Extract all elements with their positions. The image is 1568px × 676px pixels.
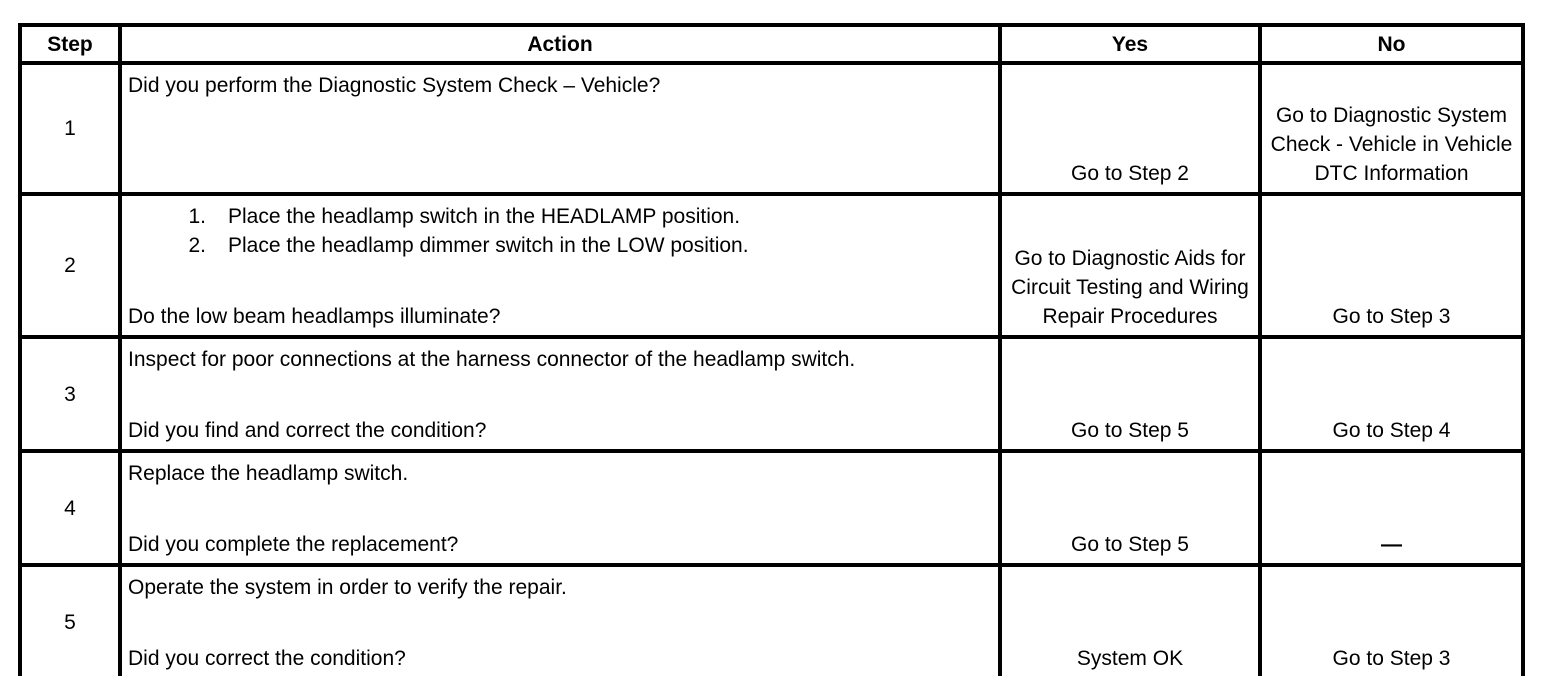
action-cell <box>120 451 1000 565</box>
yes-result: Go to Step 2 <box>1000 63 1260 194</box>
instruction-list <box>128 202 994 260</box>
header-step: Step <box>20 25 120 63</box>
action-question: Did you find and correct the condition? <box>128 419 487 442</box>
action-text: Operate the system in order to verify the repair. <box>128 576 567 599</box>
action-text: Replace the headlamp switch. <box>128 462 409 485</box>
table-row <box>20 337 1523 451</box>
header-yes: Yes <box>1000 25 1260 63</box>
step-number: 1 <box>20 63 120 194</box>
action-cell <box>120 63 1000 194</box>
table-row <box>20 63 1523 194</box>
instruction-item <box>128 202 994 231</box>
step-number: 4 <box>20 451 120 565</box>
yes-result: System OK <box>1000 565 1260 676</box>
no-result: Go to Diagnostic System Check - Vehicle in Vehicle DTC Information <box>1260 63 1523 194</box>
yes-result: Go to Step 5 <box>1000 451 1260 565</box>
yes-result: Go to Step 5 <box>1000 337 1260 451</box>
diagnostic-table <box>18 23 1525 676</box>
no-result: Go to Step 4 <box>1260 337 1523 451</box>
action-cell <box>120 194 1000 337</box>
step-number: 5 <box>20 565 120 676</box>
action-question: Did you complete the replacement? <box>128 533 459 556</box>
table-row <box>20 565 1523 676</box>
action-cell <box>120 337 1000 451</box>
header-action: Action <box>120 25 1000 63</box>
no-result: Go to Step 3 <box>1260 565 1523 676</box>
step-number: 3 <box>20 337 120 451</box>
action-text: Inspect for poor connections at the harness connector of the headlamp switch. <box>128 348 856 371</box>
instruction-number: 1. <box>188 205 206 228</box>
step-number: 2 <box>20 194 120 337</box>
instruction-text: Place the headlamp dimmer switch in the LOW position. <box>228 234 749 257</box>
no-result: — <box>1260 451 1523 565</box>
action-cell <box>120 565 1000 676</box>
table-row <box>20 194 1523 337</box>
action-text: Did you perform the Diagnostic System Check – Vehicle? <box>128 74 661 97</box>
action-question: Do the low beam headlamps illuminate? <box>128 305 501 328</box>
instruction-item <box>128 231 994 260</box>
action-question: Did you correct the condition? <box>128 647 406 670</box>
instruction-number: 2. <box>188 234 206 257</box>
no-result: Go to Step 3 <box>1260 194 1523 337</box>
header-no: No <box>1260 25 1523 63</box>
table-header-row <box>20 25 1523 63</box>
yes-result: Go to Diagnostic Aids for Circuit Testing and Wiring Repair Procedures <box>1000 194 1260 337</box>
table-row <box>20 451 1523 565</box>
instruction-text: Place the headlamp switch in the HEADLAMP position. <box>228 205 741 228</box>
